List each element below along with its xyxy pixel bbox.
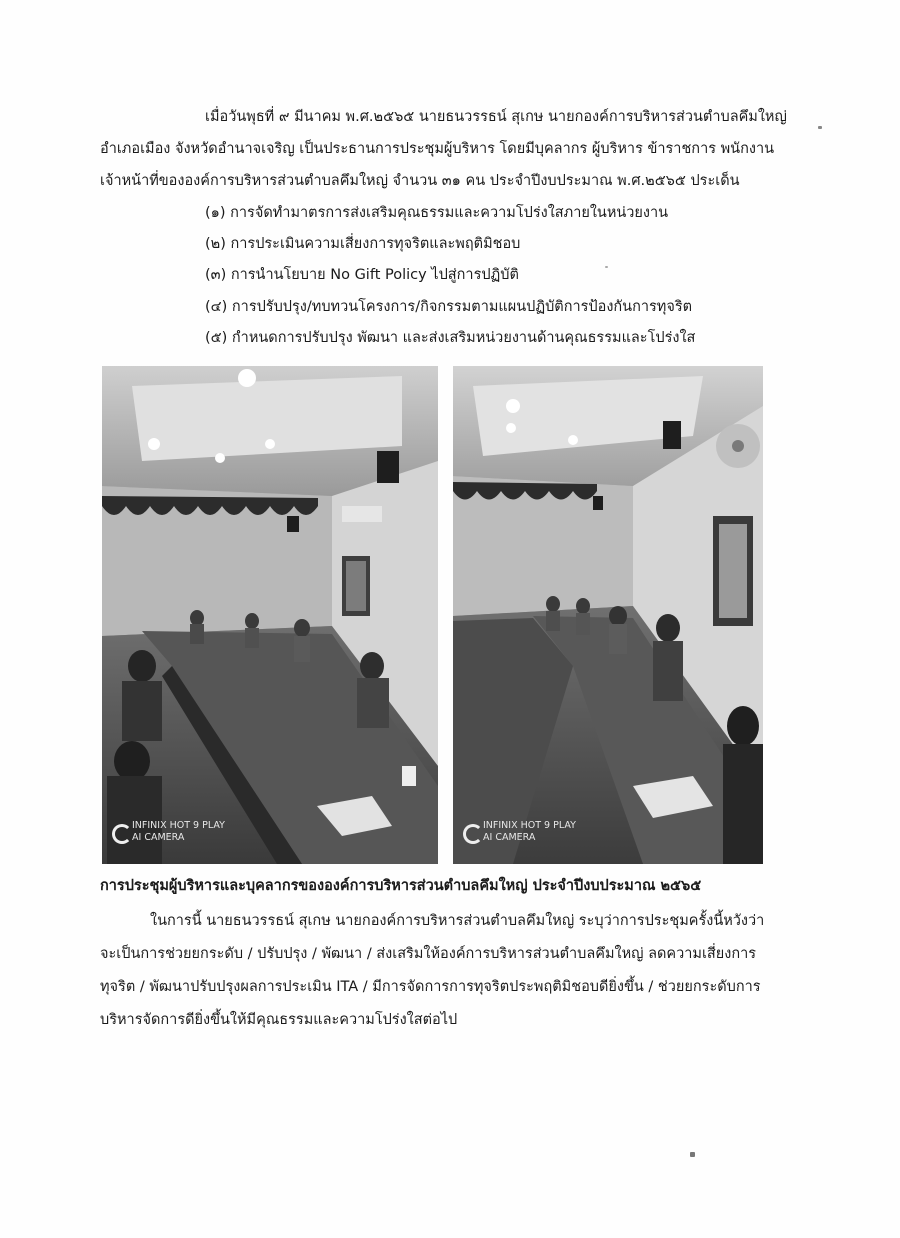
paragraph-1-line-1: เมื่อวันพุธที่ ๙ มีนาคม พ.ศ.๒๕๖๕ นายธนวรรธน์ สุเกษ นายกองค์การบริหารส่วนตำบลคึมใหญ่: [205, 109, 787, 125]
scan-speck: [690, 1152, 695, 1157]
paragraph-1-line-3: เจ้าหน้าที่ขององค์การบริหารส่วนตำบลคึมใหญ่ จำนวน ๓๑ คน ประจำปีงบประมาณ พ.ศ.๒๕๖๕ ประเด็น: [100, 173, 740, 189]
scan-speck: [605, 266, 608, 268]
watermark-left-line-2: AI CAMERA: [132, 832, 185, 843]
paragraph-1-line-2: อำเภอเมือง จังหวัดอำนาจเจริญ เป็นประธานการประชุมผู้บริหาร โดยมีบุคลากร ผู้บริหาร ข้าราชการ พนักงาน: [100, 141, 774, 157]
meeting-room-illustration-right: [453, 366, 763, 864]
paragraph-2-line-3: ทุจริต / พัฒนาปรับปรุงผลการประเมิน ITA / มีการจัดการการทุจริตประพฤติมิชอบดียิ่งขึ้น / ช่วยยกระดับการ: [100, 979, 761, 995]
camera-watermark-left: [114, 820, 225, 844]
photo-caption: การประชุมผู้บริหารและบุคลากรขององค์การบริหารส่วนตำบลคึมใหญ่ ประจำปีงบประมาณ ๒๕๖๕: [100, 878, 702, 894]
agenda-item-2: (๒) การประเมินความเสี่ยงการทุจริตและพฤติมิชอบ: [205, 236, 521, 252]
watermark-left-line-1: INFINIX HOT 9 PLAY: [132, 820, 225, 831]
meeting-room-illustration-left: [102, 366, 438, 864]
meeting-photo-right: [453, 366, 763, 864]
camera-watermark-right: [465, 820, 576, 844]
paragraph-2-line-1: ในการนี้ นายธนวรรธน์ สุเกษ นายกองค์การบริหารส่วนตำบลคึมใหญ่ ระบุว่าการประชุมครั้งนี้หวังว่า: [150, 913, 765, 929]
agenda-item-1: (๑) การจัดทำมาตรการส่งเสริมคุณธรรมและความโปร่งใสภายในหน่วยงาน: [205, 205, 669, 221]
meeting-photo-left: [102, 366, 438, 864]
camera-ring-icon: [463, 824, 483, 844]
scan-speck: [818, 126, 822, 129]
watermark-right-line-1: INFINIX HOT 9 PLAY: [483, 820, 576, 831]
watermark-right-line-2: AI CAMERA: [483, 832, 536, 843]
agenda-item-4: (๔) การปรับปรุง/ทบทวนโครงการ/กิจกรรมตามแผนปฏิบัติการป้องกันการทุจริต: [205, 299, 693, 315]
paragraph-2-line-2: จะเป็นการช่วยยกระดับ / ปรับปรุง / พัฒนา / ส่งเสริมให้องค์การบริหารส่วนตำบลคึมใหญ่ ลดความเสี่ยงการ: [100, 946, 757, 962]
paragraph-2-line-4: บริหารจัดการดียิ่งขึ้นให้มีคุณธรรมและความโปร่งใสต่อไป: [100, 1012, 458, 1028]
camera-ring-icon: [112, 824, 132, 844]
agenda-item-3: (๓) การนำนโยบาย No Gift Policy ไปสู่การปฏิบัติ: [205, 267, 519, 283]
agenda-item-5: (๕) กำหนดการปรับปรุง พัฒนา และส่งเสริมหน่วยงานด้านคุณธรรมและโปร่งใส: [205, 330, 696, 346]
